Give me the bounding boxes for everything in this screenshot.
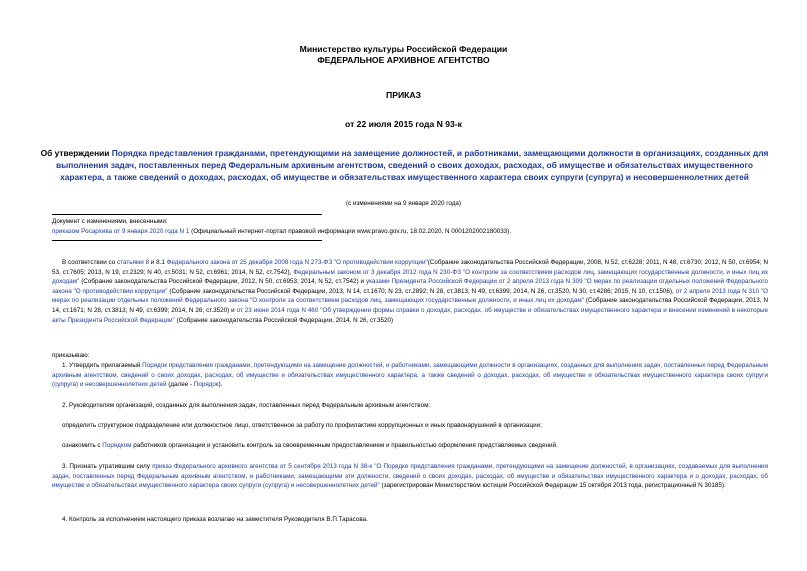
preamble-text: В соответствии со: [62, 259, 117, 266]
preamble-text: (Собрание законодательства Российской Федерации, 2014, N 26, ст.3520): [174, 316, 394, 324]
p3-text: (зарегистрирован Министерством юстиции Российской Федерации 15 октября 2013 года, регистрационный N 30185).: [379, 482, 726, 490]
title-prefix: Об утверждении: [40, 148, 112, 158]
p1-text: ).: [218, 381, 223, 389]
preamble-text: (Собрание законодательства Российской Федерации, 2013, N 14, ст.1670; N 23, ст.2892; N 28, ст.3813; N 49, ст.6399; 2014, N 26, ст.3520, N 30, ст.4286; 2015, N 10, ст.1506),: [167, 287, 676, 295]
ministry-name: Министерство культуры Российской Федерации: [299, 44, 508, 54]
preamble-link-273fz[interactable]: Федерального закона от 25 декабря 2008 года N 273-ФЗ "О противодействии коррупции": [166, 259, 428, 266]
bottom-divider: [52, 240, 322, 241]
changes-label: Документ с изменениями, внесенными:: [52, 218, 168, 225]
preamble-link-230fz[interactable]: Федеральным законом от 3 декабря 2012 года N 230-ФЗ "О контроле за соответствием расходов лиц, замещающих государственные должности, и иных лиц их доходам": [52, 268, 768, 286]
changes-tail: (Официальный интернет-портал правовой информации www.pravo.gov.ru, 18.02.2020, N 0001202002180033).: [189, 228, 512, 235]
preamble-text: (Собрание законодательства Российской Федерации, 2012, N 50, ст.6953; 2014, N 52, ст.7542) и: [79, 278, 366, 286]
changes-line: [52, 227, 768, 237]
preamble-link-ukaz-460[interactable]: от 23 июня 2014 года N 460 "Об утверждении формы справки о доходах, расходах, об имуществе и обязательствах имущественного характера и внесении изменений в некоторые акты Президента Российской Федерации": [52, 306, 769, 324]
doc-title: [38, 147, 771, 183]
doc-type: ПРИКАЗ: [386, 90, 421, 100]
p2b-text: работников организации и установить контроль за своевременным предоставлением и правильностью оформления представляемых сведений.: [131, 442, 558, 449]
p2b-text: ознакомить с: [62, 442, 103, 449]
paragraph-2a: определить структурное подразделение или должностное лицо, ответственное за работу по профилактике коррупционных и иных правонарушений в организации;: [62, 422, 542, 429]
p1-link-poryadok[interactable]: Порядок представления гражданами, претендующими на замещение должностей, и работниками, замещающими должности в организациях, созданных для выполнения задач, поставленных перед Федеральным архивным агентством, сведений о своих доходах, расходах, об имуществе и обязательствах имущественного характера, а также сведений о доходах, расходах, об имуществе и обязательствах имущественного характера своих супруги (супруга) и несовершеннолетних детей: [52, 362, 769, 389]
preamble-text: (Собрание законодательства Российской Федерации, 2013, N 14, ст.1671; N 28, ст.3813; N 49, ст.6399; 2014, N 26, ст.3520) и: [52, 297, 768, 314]
paragraph-1: [52, 361, 768, 390]
paragraph-2: 2. Руководителям организаций, созданных для выполнения задач, поставленных перед Федеральным архивным агентством:: [62, 402, 431, 409]
doc-date-number: от 22 июля 2015 года N 93-к: [345, 119, 462, 129]
title-link[interactable]: Порядка представления гражданами, претендующими на замещение должностей, и работниками, замещающими должности в организациях, созданных для выполнения задач, поставленных перед Федеральным архивным агентством, сведений о своих доходах, расходах, об имуществе и обязательствах имущественного характера, а также сведений о доходах, расходах, об имуществе и обязательствах имущественного характера своих супруги (супруга) и несовершеннолетних детей: [55, 148, 769, 182]
p1-link-short[interactable]: Порядок: [193, 381, 219, 389]
preamble-link-articles[interactable]: статьями 8: [117, 259, 150, 266]
preamble-text: (Собрание законодательства Российской Федерации, 2008, N 52, ст.6228; 2011, N 48, ст.6730; 2012, N 50, ст.6954; N 53, ст.7605; 2013, N 19, ст.2329; N 40, ст.5031; N 52, ст.6961; 2014, N 52, ст.7542),: [52, 259, 769, 276]
changes-link[interactable]: приказом Росархива от 9 января 2020 года N 1: [52, 228, 190, 235]
preamble: [52, 258, 768, 325]
paragraph-4: 4. Контроль за исполнением настоящего приказа возлагаю на заместителя Руководителя В.П.Тарасова.: [62, 516, 368, 523]
paragraph-3: [52, 462, 768, 491]
preamble-link-ukaz-310[interactable]: от 2 апреля 2013 года N 310 "О мерах по реализации отдельных положений Федерального закона "О контроле за соответствием расходов лиц, замещающих государственные должности, и иных лиц их доходам": [52, 287, 769, 305]
p2b-link-poryadok[interactable]: Порядком: [102, 442, 132, 449]
agency-name: ФЕДЕРАЛЬНОЕ АРХИВНОЕ АГЕНТСТВО: [317, 55, 490, 65]
preamble-text: и 8.1: [149, 259, 167, 266]
revision-note: (с изменениями на 9 января 2020 года): [346, 200, 461, 207]
p1-text: (далее -: [166, 381, 194, 389]
p1-text: 1. Утвердить прилагаемый: [62, 362, 143, 369]
paragraph-2b: [52, 441, 768, 451]
order-word: приказываю:: [52, 352, 90, 359]
p3-link-prikaz-38k[interactable]: приказ Федерального архивного агентства от 5 сентября 2013 года N 38-к "О Порядке представления гражданами, претендующими на замещение должностей, в организациях, создаваемых для выполнения задач, поставленных перед Федеральным архивным агентством, и работниками, замещающими эти должности, сведений о своих доходах, расходах, об имуществе и обязательствах имущественного характера и о доходах, расходах, об имуществе и обязательствах имущественного характера своих супруги (супруга) и несовершеннолетних детей": [52, 463, 768, 490]
top-divider: [52, 214, 322, 215]
preamble-link-ukaz-309[interactable]: указами Президента Российской Федерации от 2 апреля 2013 года N 309 "О мерах по реализации отдельных положений Федерального закона "О противодействии коррупции": [52, 278, 768, 295]
p3-text: 3. Признать утратившим силу: [62, 463, 153, 470]
